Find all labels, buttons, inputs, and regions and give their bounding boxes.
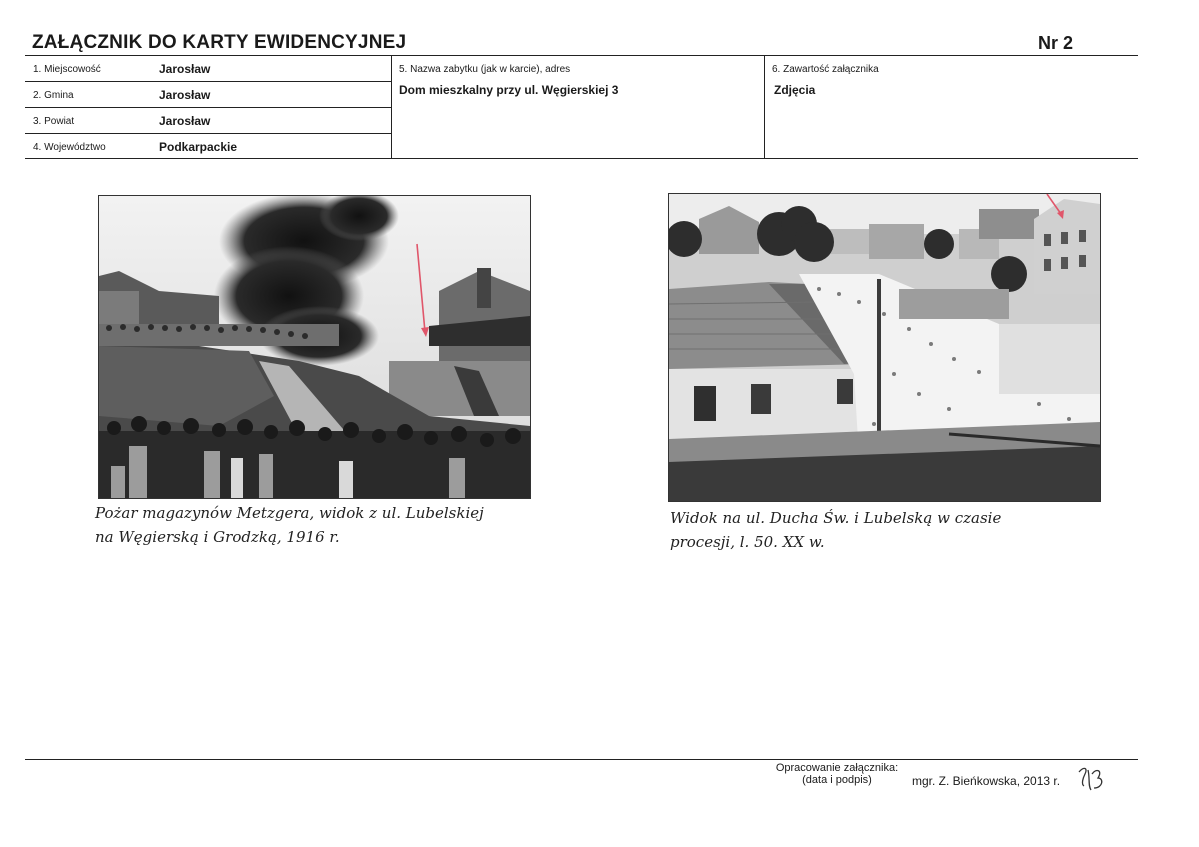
location-fields (25, 56, 391, 158)
field-attachment-content (772, 64, 879, 97)
field-voivodeship (25, 134, 391, 159)
field-value: Jarosław (159, 114, 211, 128)
photo-fire-1916 (98, 195, 531, 499)
field-label: 1. Miejscowość (33, 64, 101, 75)
field-label: 3. Powiat (33, 116, 75, 127)
photo-2-caption (670, 506, 1001, 554)
author-name: mgr. Z. Bieńkowska, 2013 r. (912, 774, 1061, 788)
field-label: 6. Zawartość załącznika (772, 64, 879, 75)
field-label: 2. Gmina (33, 90, 74, 101)
field-value: Jarosław (159, 62, 211, 76)
field-value: Zdjęcia (774, 83, 816, 97)
field-value: Dom mieszkalny przy ul. Węgierskiej 3 (399, 83, 619, 97)
caption-line: Pożar magazynów Metzgera, widok z ul. Lubelskiej (95, 504, 484, 522)
column-divider (391, 56, 392, 158)
caption-line: na Węgierską i Grodzką, 1916 r. (95, 528, 340, 546)
column-divider (764, 56, 765, 158)
field-monument-name (399, 64, 618, 97)
prepared-by-label (772, 762, 902, 786)
caption-line: procesji, l. 50. XX w. (670, 533, 825, 551)
field-county (25, 108, 391, 134)
field-commune (25, 82, 391, 108)
registry-form (25, 56, 1138, 159)
page-title: ZAŁĄCZNIK DO KARTY EWIDENCYJNEJ (32, 32, 407, 53)
prepared-sublabel: (data i podpis) (802, 774, 872, 786)
field-label: 5. Nazwa zabytku (jak w karcie), adres (399, 64, 571, 75)
photo-1-caption (95, 501, 484, 549)
photo-procession (668, 193, 1101, 502)
field-locality (25, 56, 391, 82)
caption-line: Widok na ul. Ducha Św. i Lubelską w czasie (670, 509, 1002, 527)
attachment-number: Nr 2 (1038, 33, 1074, 53)
field-value: Podkarpackie (159, 140, 238, 154)
field-value: Jarosław (159, 88, 211, 102)
field-label: 4. Województwo (33, 142, 106, 153)
prepared-label: Opracowanie załącznika: (775, 762, 899, 774)
bottom-rule (25, 759, 1138, 760)
signature-icon (1076, 764, 1108, 799)
